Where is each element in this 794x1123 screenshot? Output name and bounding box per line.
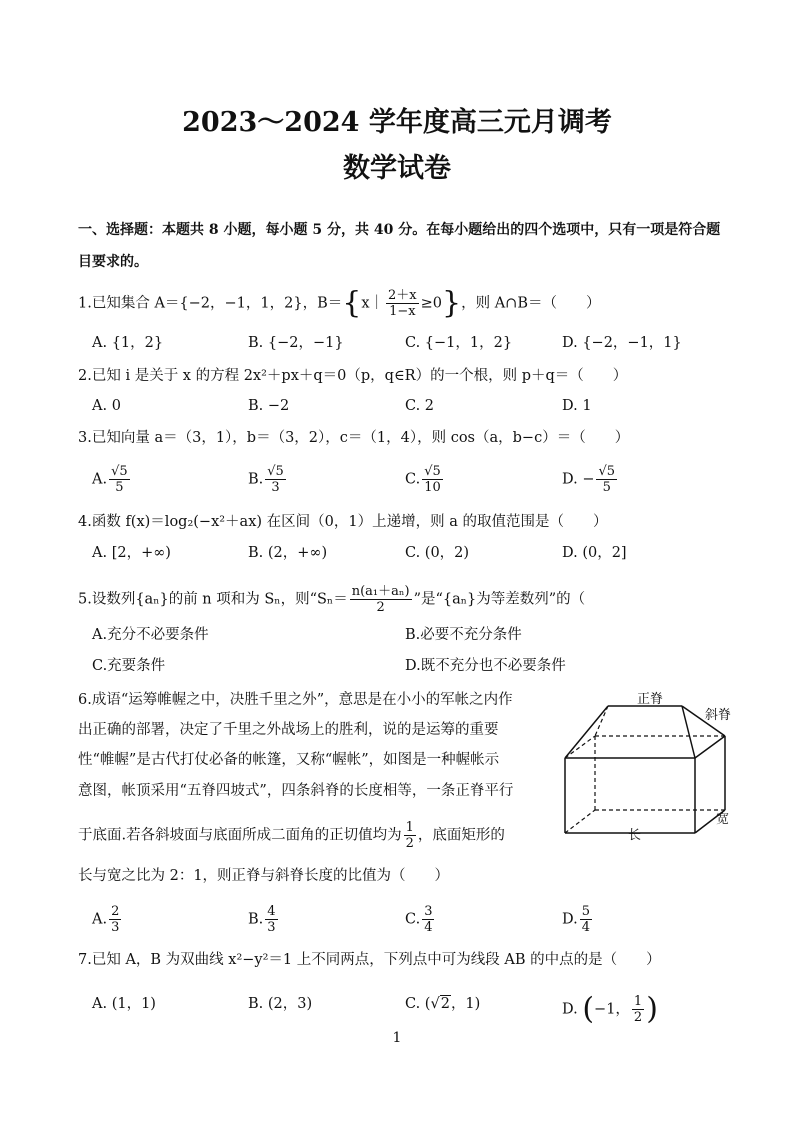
q6-a-num: 2 xyxy=(111,904,120,919)
q3-b-num: √5 xyxy=(267,464,284,479)
fig-label-slant: 斜脊 xyxy=(705,708,732,723)
q3-b-den: 3 xyxy=(271,480,280,495)
q6-line-5a: 于底面.若各斜坡面与底面所成二面角的正切值均为 xyxy=(78,827,402,844)
q6-c-den: 4 xyxy=(424,920,433,935)
q6-half-den: 2 xyxy=(405,836,414,851)
fig-label-width: 宽 xyxy=(716,812,730,827)
q7-option-b: B. (2，3) xyxy=(248,996,313,1012)
question-7-stem: 7.已知 A，B 为双曲线 x²−y²＝1 上不同两点，下列点中可为线段 AB 的中点的是（ ） xyxy=(78,952,661,968)
q5-frac-num: n(a₁＋aₙ) xyxy=(351,584,410,599)
q2-option-c: C. 2 xyxy=(405,398,435,414)
fig-label-ridge: 正脊 xyxy=(637,692,664,707)
q3-a-den: 5 xyxy=(115,480,124,495)
q2-option-d: D. 1 xyxy=(562,398,592,414)
q3-c-num: √5 xyxy=(424,464,441,479)
q3-c-den: 10 xyxy=(424,480,441,495)
q4-option-b: B. (2，+∞) xyxy=(248,545,328,561)
question-2-stem: 2.已知 i 是关于 x 的方程 2x²＋px＋q＝0（p，q∈R）的一个根，则 p＋q＝（ ） xyxy=(78,368,628,384)
q2-option-b: B. −2 xyxy=(248,398,290,414)
question-1-stem: 1.已知集合 A＝{−2，−1，1，2}，B＝{x｜ $\frac{2+x}{1-x}$ ≥0}，则 A∩B＝（ ） xyxy=(78,285,601,321)
q6-line-5 xyxy=(78,820,505,851)
q7-d-den: 2 xyxy=(633,1010,643,1025)
q6-a-label: A. xyxy=(92,911,108,928)
q1-set-lead: x｜ xyxy=(361,295,385,312)
q6-b-label: B. xyxy=(248,911,264,928)
q1-option-d: D. {−2，−1，1} xyxy=(562,335,682,351)
q1-set-tail: ≥0 xyxy=(420,295,442,312)
q6-option-a xyxy=(92,904,123,935)
q7-c-label: C. ( xyxy=(405,996,431,1012)
q6-d-label: D. xyxy=(562,911,578,928)
q6-line-4: 意图，帐顶采用“五脊四坡式”，四条斜脊的长度相等，一条正脊平行 xyxy=(78,783,514,799)
q1-option-a: A. {1，2} xyxy=(92,335,164,351)
q7-option-a: A. (1，1) xyxy=(92,996,156,1012)
page-title: 2023～2024 学年度高三元月调考 xyxy=(182,107,612,138)
q6-d-num: 5 xyxy=(581,904,590,919)
q3-b-label: B. xyxy=(248,471,264,488)
q6-d-den: 4 xyxy=(581,920,590,935)
q5-stem-a: 5.设数列{aₙ}的前 n 项和为 Sₙ，则“Sₙ＝ xyxy=(78,591,348,608)
q6-c-num: 3 xyxy=(424,904,433,919)
q4-option-d: D. (0，2] xyxy=(562,545,627,561)
q6-line-6: 长与宽之比为 2：1，则正脊与斜脊长度的比值为（ ） xyxy=(78,868,450,884)
q7-c-sqrt: 2 xyxy=(440,996,450,1012)
page-subtitle: 数学试卷 xyxy=(343,153,451,184)
q6-a-den: 3 xyxy=(111,920,120,935)
q3-d-label: D. − xyxy=(562,471,595,488)
q6-line-3: 性“帷幄”是古代打仗必备的帐篷，又称“幄帐”，如图是一种幄帐示 xyxy=(78,752,500,768)
q5-stem-b: ”是“{aₙ}为等差数列”的（ xyxy=(413,591,586,608)
q6-b-num: 4 xyxy=(267,904,276,919)
q7-d-num: 1 xyxy=(633,994,643,1009)
q4-option-a: A. [2，+∞) xyxy=(92,545,171,561)
q3-option-d xyxy=(562,464,619,495)
q6-b-den: 3 xyxy=(267,920,276,935)
q5-option-a: A.充分不必要条件 xyxy=(92,627,209,643)
q3-option-a xyxy=(92,464,132,495)
q5-option-b: B.必要不充分条件 xyxy=(405,627,522,643)
q6-option-c xyxy=(405,904,436,935)
q3-c-label: C. xyxy=(405,471,421,488)
q1-frac-den: 1−x xyxy=(389,304,416,319)
q5-option-d: D.既不充分也不必要条件 xyxy=(405,658,566,674)
q5-option-c: C.充要条件 xyxy=(92,658,166,674)
question-5-stem xyxy=(78,584,585,615)
q1-frac-num: 2＋x xyxy=(388,288,417,303)
q3-option-b xyxy=(248,464,288,495)
q3-d-den: 5 xyxy=(602,480,611,495)
q6-line-5b: ，底面矩形的 xyxy=(417,827,505,844)
q7-option-d: D. (−1， $\frac{1}{2}$ ) xyxy=(562,991,658,1027)
q7-c-tail: ，1) xyxy=(450,996,481,1012)
q5-frac-den: 2 xyxy=(376,600,385,615)
question-4-stem: 4.函数 f(x)＝log₂(−x²＋ax) 在区间（0，1）上递增，则 a 的取值范围是（ ） xyxy=(78,514,608,530)
q3-d-num: √5 xyxy=(598,464,616,479)
fig-label-length: 长 xyxy=(628,828,642,843)
section-heading: 一、选择题：本题共 8 小题，每小题 5 分，共 40 分。在每小题给出的四个选项中，只有一项是符合题目要求的。 xyxy=(78,222,721,270)
q6-c-label: C. xyxy=(405,911,421,928)
q6-option-d xyxy=(562,904,594,935)
q3-option-c xyxy=(405,464,445,495)
q1-stem-a: 1.已知集合 A＝{−2，−1，1，2}，B＝ xyxy=(78,295,343,312)
q7-d-label: D. xyxy=(562,1001,578,1018)
q6-half-num: 1 xyxy=(405,820,414,835)
q7-option-c: C. (√2，1) xyxy=(405,996,481,1012)
q6-option-b xyxy=(248,904,280,935)
question-3-stem: 3.已知向量 a＝（3，1），b＝（3，2），c＝（1，4），则 cos（a，b−c）＝（ ） xyxy=(78,430,630,446)
q1-stem-b: ，则 A∩B＝（ ） xyxy=(461,295,601,312)
q1-option-c: C. {−1，1，2} xyxy=(405,335,513,351)
page-number: 1 xyxy=(392,1030,402,1046)
q6-line-1: 6.成语“运筹帷幄之中，决胜千里之外”，意思是在小小的军帐之内作 xyxy=(78,692,513,708)
q1-option-b: B. {−2，−1} xyxy=(248,335,344,351)
q4-option-c: C. (0，2) xyxy=(405,545,470,561)
q2-option-a: A. 0 xyxy=(92,398,121,414)
q3-a-num: √5 xyxy=(111,464,128,479)
q6-line-2: 出正确的部署，决定了千里之外战场上的胜利，说的是运筹的重要 xyxy=(78,722,499,738)
q3-a-label: A. xyxy=(92,471,108,488)
q7-d-lead: −1， xyxy=(594,1001,630,1018)
